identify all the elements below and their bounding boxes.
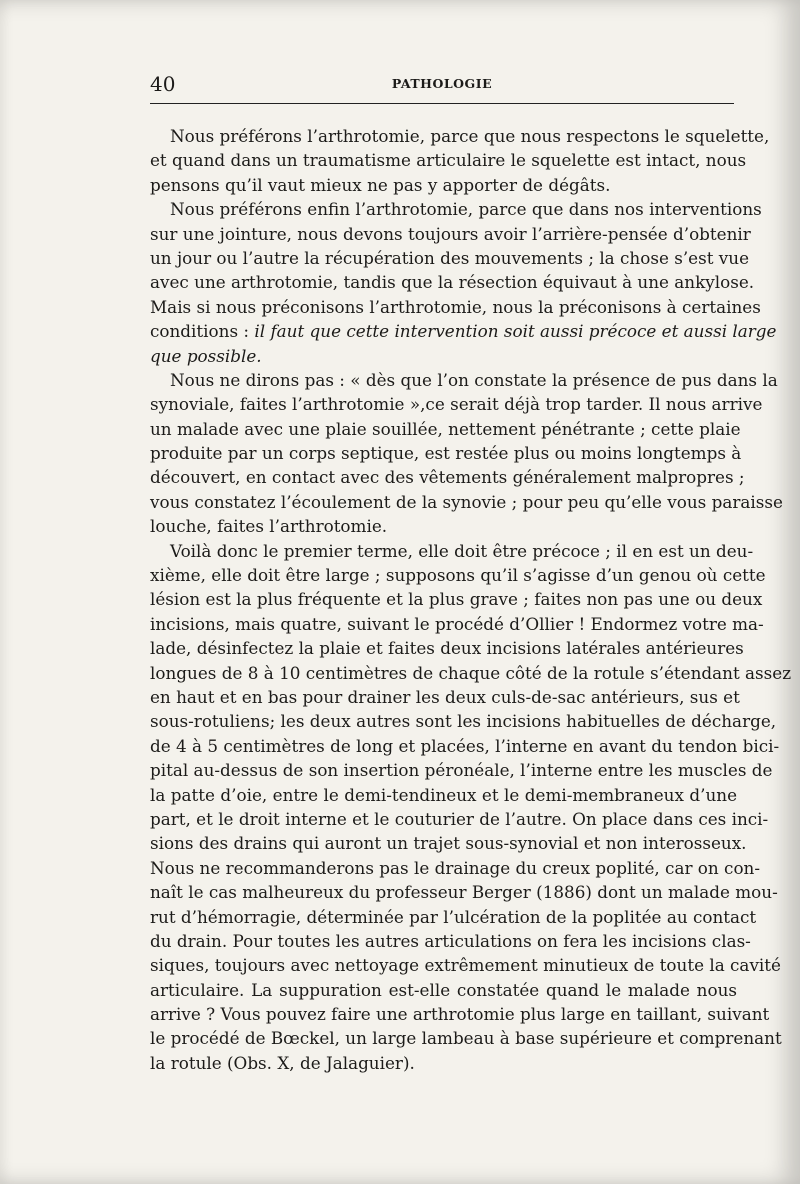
- text-line: Nous préférons enfin l’arthrotomie, parce que dans nos interventions: [170, 199, 762, 220]
- page-header: [150, 72, 734, 96]
- italic-run: il faut que cette intervention soit aussi précoce et aussi large: [254, 321, 777, 342]
- text-line: rut d’hémorragie, déterminée par l’ulcération de la poplitée au contact: [150, 906, 757, 927]
- text-line: louche, faites l’arthrotomie.: [150, 516, 388, 537]
- paragraph-2: [150, 197, 777, 368]
- italic-run: que possible.: [150, 345, 262, 366]
- text-line: découvert, en contact avec des vêtements généralement malpropres ;: [150, 467, 745, 488]
- text-line: Nous ne dirons pas : « dès que l’on constate la présence de pus dans la: [170, 369, 778, 390]
- text-line: xième, elle doit être large ; supposons qu’il s’agisse d’un genou où cette: [150, 565, 766, 586]
- header-rule: [150, 103, 734, 104]
- text-line: un jour ou l’autre la récupération des mouvements ; la chose s’est vue: [150, 247, 749, 268]
- page-body: [150, 124, 792, 1075]
- text-line-italic: [150, 344, 737, 368]
- text-line: de 4 à 5 centimètres de long et placées, l’interne en avant du tendon bici-: [150, 735, 780, 756]
- text-line: sur une jointure, nous devons toujours avoir l’arrière-pensée d’obtenir: [150, 223, 751, 244]
- text-line: arrive ? Vous pouvez faire une arthrotomie plus large en taillant, suivant: [150, 1004, 770, 1025]
- paragraph-4: [150, 539, 792, 1076]
- text-line: un malade avec une plaie souillée, nettement pénétrante ; cette plaie: [150, 418, 741, 439]
- text-line: synoviale, faites l’arthrotomie »,ce serait déjà trop tarder. Il nous arrive: [150, 394, 763, 415]
- page-number: 40: [150, 72, 176, 96]
- text-line: sous-rotuliens; les deux autres sont les incisions habituelles de décharge,: [150, 711, 777, 732]
- text-line: la patte d’oie, entre le demi-tendineux et le demi-membraneux d’une: [150, 784, 737, 805]
- text-line: Voilà donc le premier terme, elle doit être précoce ; il en est un deu-: [170, 540, 754, 561]
- text-line: vous constatez l’écoulement de la synovie ; pour peu qu’elle vous paraisse: [150, 491, 783, 512]
- paragraph-3: [150, 368, 783, 539]
- text-line: lésion est la plus fréquente et la plus grave ; faites non pas une ou deux: [150, 589, 763, 610]
- text-line: incisions, mais quatre, suivant le procédé d’Ollier ! Endormez votre ma-: [150, 613, 764, 634]
- text-line: articulaire. La suppuration est-elle constatée quand le malade nous: [150, 979, 737, 1000]
- text-line: Mais si nous préconisons l’arthrotomie, nous la préconisons à certaines: [150, 296, 761, 317]
- text-line-mixed: [150, 319, 777, 343]
- text-line: en haut et en bas pour drainer les deux culs-de-sac antérieurs, sus et: [150, 686, 740, 707]
- text-line: pensons qu’il vaut mieux ne pas y apporter de dégâts.: [150, 174, 611, 195]
- text-line: part, et le droit interne et le couturier de l’autre. On place dans ces inci-: [150, 808, 769, 829]
- text-run: conditions :: [150, 321, 255, 342]
- text-line: et quand dans un traumatisme articulaire le squelette est intact, nous: [150, 150, 747, 171]
- text-line: siques, toujours avec nettoyage extrêmement minutieux de toute la cavité: [150, 955, 781, 976]
- text-line: Nous ne recommanderons pas le drainage du creux poplité, car on con-: [150, 857, 761, 878]
- text-line: longues de 8 à 10 centimètres de chaque côté de la rotule s’étendant assez: [150, 662, 792, 683]
- text-line: le procédé de Bœckel, un large lambeau à base supérieure et comprenant: [150, 1028, 782, 1049]
- paragraph-1: [150, 124, 770, 197]
- text-line: sions des drains qui auront un trajet sous-synovial et non interosseux.: [150, 833, 747, 854]
- text-line: Nous préférons l’arthrotomie, parce que nous respectons le squelette,: [170, 126, 770, 146]
- text-line: du drain. Pour toutes les autres articulations on fera les incisions clas-: [150, 930, 751, 951]
- text-line: la rotule (Obs. X, de Jalaguier).: [150, 1052, 415, 1073]
- running-head: PATHOLOGIE: [391, 76, 493, 91]
- text-line: lade, désinfectez la plaie et faites deux incisions latérales antérieures: [150, 638, 744, 659]
- text-line: naît le cas malheureux du professeur Berger (1886) dont un malade mou-: [150, 882, 778, 903]
- text-line: produite par un corps septique, est restée plus ou moins longtemps à: [150, 443, 742, 464]
- text-line: pital au-dessus de son insertion péronéale, l’interne entre les muscles de: [150, 760, 773, 781]
- text-line: avec une arthrotomie, tandis que la résection équivaut à une ankylose.: [150, 272, 755, 293]
